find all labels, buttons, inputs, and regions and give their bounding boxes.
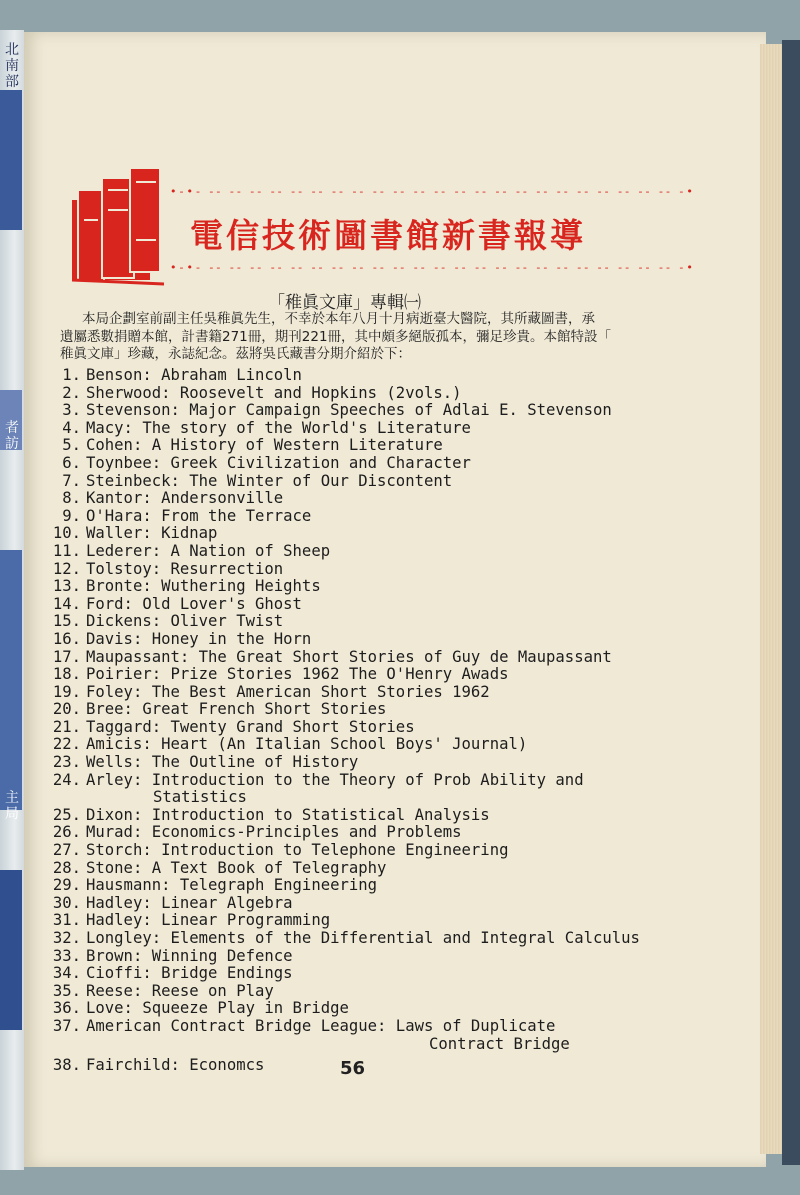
book-list-item [38,613,698,631]
book-list-item [38,983,698,1001]
book-entry: Benson: Abraham Lincoln [86,366,302,384]
dotted-rule-top: •-•- -- -- -- -- -- -- -- -- -- -- -- -- -- -- -- -- -- -- -- -- -- -- -- -• [170,185,696,198]
book-entry: Tolstoy: Resurrection [86,559,284,578]
book-entry: Stone: A Text Book of Telegraphy [86,858,387,877]
book-entry: Stevenson: Major Campaign Speeches of Adlai E. Stevenson [86,401,612,420]
book-entry: Davis: Honey in the Horn [86,629,312,648]
book-entry: Cohen: A History of Western Literature [86,436,443,455]
book-list [38,367,698,1075]
book-list-item [38,649,698,667]
intro-paragraph [60,311,660,364]
book-entry: Maupassant: The Great Short Stories of Guy de Maupassant [86,647,612,666]
book-number: 4. [62,418,81,437]
book-number: 20. [52,700,81,719]
book-entry: Cioffi: Bridge Endings [86,964,293,983]
book-list-item [38,508,698,526]
book-entry: Foley: The Best American Short Stories 1962 [86,682,490,701]
book-list-item [38,965,698,983]
book-list-item [38,930,698,948]
page-edge-photo [0,90,22,230]
book-entry: Kantor: Andersonville [86,489,284,508]
book-number: 38. [52,1056,81,1075]
book-entry: Sherwood: Roosevelt and Hopkins (2vols.) [86,383,462,402]
book-list-item [38,490,698,508]
book-entry: Storch: Introduction to Telephone Engineering [86,841,509,860]
book-list-item [38,455,698,473]
previous-page-edge [0,30,24,1170]
intro-line: 遺屬悉數捐贈本館，計書籍271冊，期刊221冊，其中頗多絕版孤本，彌足珍貴。本館特設「 [60,328,612,345]
book-entry-continuation: Contract Bridge [429,1034,570,1053]
book-list-item [38,877,698,895]
header-banner [170,185,696,278]
book-list-item [38,385,698,403]
books-logo-icon [68,160,168,292]
book-number: 36. [52,999,81,1018]
book-list-item [38,895,698,913]
book-list-item [38,842,698,860]
book-number: 11. [52,541,81,560]
book-number: 25. [52,805,81,824]
book-entry: Brown: Winning Defence [86,946,293,965]
book-number: 26. [52,823,81,842]
book-entry: Macy: The story of the World's Literature [86,418,471,437]
book-entry: Hausmann: Telegraph Engineering [86,876,378,895]
book-list-item [38,719,698,737]
book-list-item [38,1057,698,1075]
book-number: 37. [52,1016,81,1035]
book-list-item [38,807,698,825]
book-list-item [38,701,698,719]
book-number: 24. [52,770,81,789]
book-entry: Hadley: Linear Algebra [86,893,293,912]
book-list-item [38,473,698,491]
section-subtitle: 「稚眞文庫」專輯㈠ [268,293,421,313]
book-number: 9. [62,506,81,525]
book-number: 1. [62,366,81,384]
book-number: 18. [52,665,81,684]
book-list-item [38,948,698,966]
book-number: 10. [52,524,81,543]
book-number: 33. [52,946,81,965]
book-entry: Dixon: Introduction to Statistical Analysis [86,805,490,824]
book-list-item [38,1018,698,1053]
book-number: 5. [62,436,81,455]
book-number: 12. [52,559,81,578]
book-number: 28. [52,858,81,877]
book-list-item [38,578,698,596]
book-list-item [38,420,698,438]
book-entry: Ford: Old Lover's Ghost [86,594,302,613]
book-entry: Love: Squeeze Play in Bridge [86,999,349,1018]
book-number: 7. [62,471,81,490]
book-list-item [38,631,698,649]
book-entry: Fairchild: Economcs [86,1056,265,1075]
page-edge-photo [0,870,22,1030]
book-entry: Amicis: Heart (An Italian School Boys' Journal) [86,735,528,754]
book-list-item [38,666,698,684]
book-list-item [38,824,698,842]
book-list-item [38,860,698,878]
book-list-item [38,772,698,807]
book-entry: Toynbee: Greek Civilization and Character [86,453,471,472]
book-list-item [38,684,698,702]
book-entry: Arley: Introduction to the Theory of Prob Ability and [86,770,584,789]
book-number: 21. [52,717,81,736]
book-list-item [38,561,698,579]
dotted-rule-bottom: •-•- -- -- -- -- -- -- -- -- -- -- -- -- -- -- -- -- -- -- -- -- -- -- -- -• [170,261,696,274]
book-list-item [38,912,698,930]
book-list-item [38,596,698,614]
page-edge-photo [0,550,22,810]
book-number: 29. [52,876,81,895]
page-edge-text: 主局 [5,790,19,822]
book-entry: Longley: Elements of the Differential and Integral Calculus [86,929,640,947]
book-entry: Reese: Reese on Play [86,981,274,1000]
book-entry: Bree: Great French Short Stories [86,700,387,719]
book-number: 16. [52,629,81,648]
book-entry: American Contract Bridge League: Laws of Duplicate [86,1016,556,1035]
book-number: 15. [52,612,81,631]
book-number: 13. [52,577,81,596]
book-number: 35. [52,981,81,1000]
book-list-item [38,754,698,772]
book-list-item [38,367,698,385]
book-number: 27. [52,841,81,860]
book-list-item [38,402,698,420]
book-entry: Dickens: Oliver Twist [86,612,284,631]
page-title: 電信技術圖書館新書報導 [190,216,586,255]
page-edge-text: 北南部 [5,42,19,90]
book-entry: Steinbeck: The Winter of Our Discontent [86,471,453,490]
book-number: 2. [62,383,81,402]
book-entry: Poirier: Prize Stories 1962 The O'Henry Awads [86,665,509,684]
book-entry: Murad: Economics-Principles and Problems [86,823,462,842]
book-list-item [38,525,698,543]
book-entry: Hadley: Linear Programming [86,911,331,930]
book-entry-continuation: Statistics [153,788,247,807]
book-number: 31. [52,911,81,930]
book-list-item [38,736,698,754]
book-list-item [38,1000,698,1018]
book-entry: O'Hara: From the Terrace [86,506,312,525]
book-number: 22. [52,735,81,754]
book-cover-edge [782,40,800,1165]
book-number: 6. [62,453,81,472]
book-entry: Waller: Kidnap [86,524,218,543]
book-number: 17. [52,647,81,666]
book-entry: Wells: The Outline of History [86,753,359,772]
page-number: 56 [340,1058,366,1079]
book-number: 8. [62,489,81,508]
book-entry: Taggard: Twenty Grand Short Stories [86,717,415,736]
intro-line: 本局企劃室前副主任吳稚眞先生，不幸於本年八月十月病逝臺大醫院，其所藏圖書，承 [82,311,595,327]
book-number: 30. [52,893,81,912]
page-edge-text: 者訪 [5,420,19,452]
book-number: 3. [62,401,81,420]
book-number: 14. [52,594,81,613]
book-number: 32. [52,929,81,947]
book-entry: Lederer: A Nation of Sheep [86,541,331,560]
intro-line: 稚眞文庫」珍藏，永誌紀念。茲將吳氏藏書分期介紹於下： [60,346,411,362]
book-list-item [38,543,698,561]
book-number: 19. [52,682,81,701]
book-list-item [38,437,698,455]
book-number: 34. [52,964,81,983]
book-entry: Bronte: Wuthering Heights [86,577,321,596]
book-number: 23. [52,753,81,772]
